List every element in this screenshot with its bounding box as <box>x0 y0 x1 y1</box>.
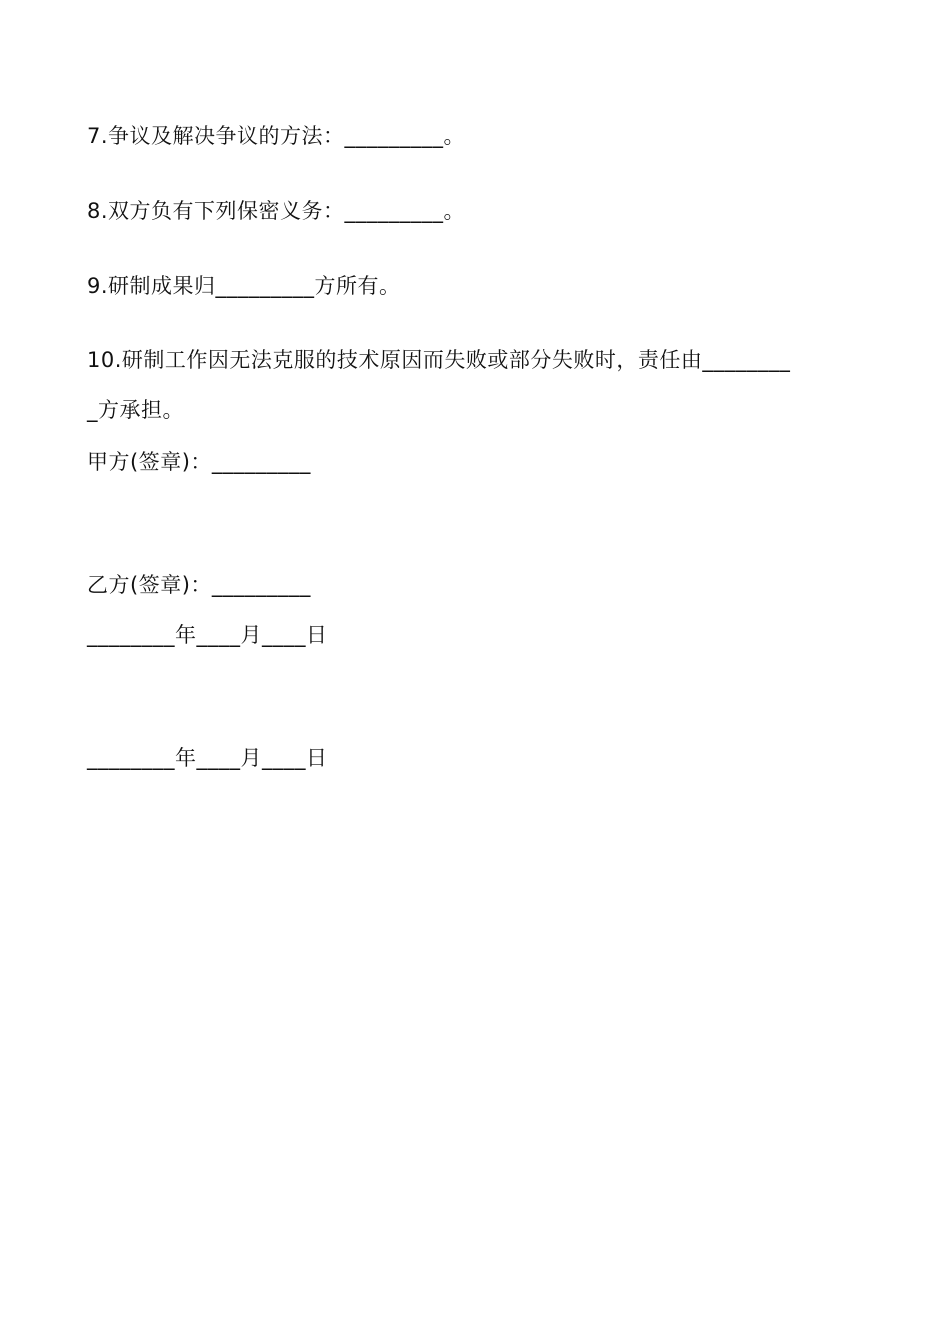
clause-10-line-2: _方承担。 <box>87 398 184 422</box>
clause-8: 8.双方负有下列保密义务：_________。 <box>87 199 466 223</box>
signature-date-2: ________年____月____日 <box>87 746 328 770</box>
party-b-signature: 乙方(签章)：_________ <box>87 573 311 597</box>
signature-date-1: ________年____月____日 <box>87 623 328 647</box>
clause-7: 7.争议及解决争议的方法：_________。 <box>87 124 466 148</box>
clause-10-line-1: 10.研制工作因无法克服的技术原因而失败或部分失败时，责任由________ <box>87 348 791 372</box>
party-a-signature: 甲方(签章)：_________ <box>87 450 311 474</box>
clause-9: 9.研制成果归_________方所有。 <box>87 274 401 298</box>
